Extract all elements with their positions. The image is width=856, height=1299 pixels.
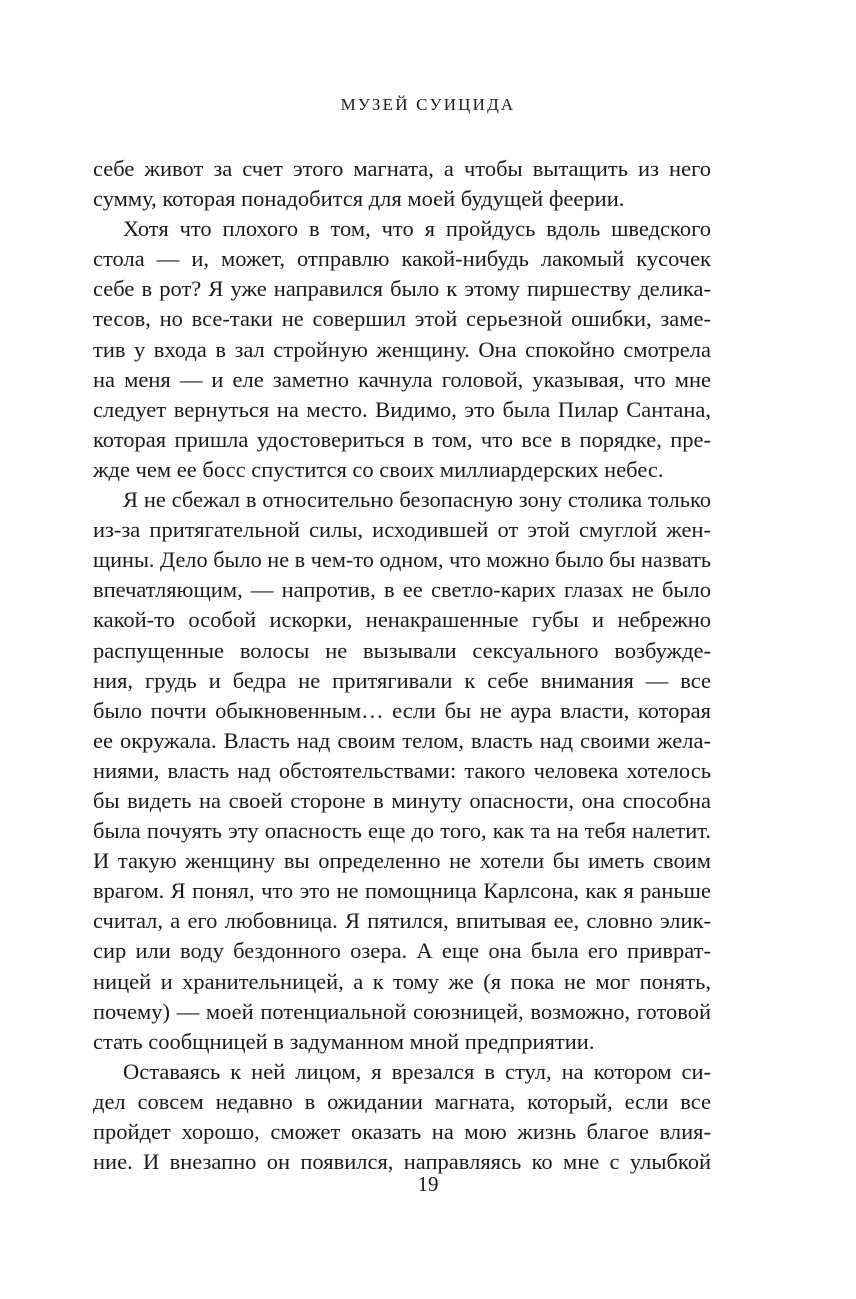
- text-line: Я не сбежал в относительно безопасную зону столика только: [123, 487, 711, 513]
- text-line: была почуять эту опасность еще до того, как та на тебя налетит.: [93, 818, 711, 844]
- text-line: И такую женщину вы определенно не хотели бы иметь своим: [93, 848, 711, 874]
- body-text: [93, 154, 711, 1177]
- text-line: ницей и хранительницей, а к тому же (я пока не мог понять,: [93, 968, 711, 994]
- text-line: сир или воду бездонного озера. А еще она была его приврат-: [93, 938, 711, 964]
- text-line: ее окружала. Власть над своим телом, власть над своими жела-: [93, 727, 711, 753]
- text-line: впечатляющим, — напротив, в ее светло-карих глазах не было: [93, 577, 711, 603]
- text-line: дел совсем недавно в ожидании магната, который, если все: [93, 1088, 711, 1114]
- text-line: следует вернуться на место. Видимо, это была Пилар Сантана,: [93, 396, 711, 422]
- text-line: врагом. Я понял, что это не помощница Карлсона, как я раньше: [93, 878, 711, 904]
- text-line: Оставаясь к ней лицом, я врезался в стул, на котором си-: [123, 1058, 711, 1084]
- text-line: ния, грудь и бедра не притягивали к себе внимания — все: [93, 667, 711, 693]
- running-title: МУЗЕЙ СУИЦИДА: [340, 95, 516, 114]
- text-line: распущенные волосы не вызывали сексуального возбужде-: [93, 637, 711, 663]
- text-line: себе живот за счет этого магната, а чтобы вытащить из него: [93, 156, 711, 181]
- text-line: щины. Дело было не в чем-то одном, что можно было бы назвать: [93, 547, 711, 573]
- text-line: пройдет хорошо, сможет оказать на мою жизнь благое влия-: [93, 1119, 711, 1144]
- text-line: какой-то особой искорки, ненакрашенные губы и небрежно: [93, 607, 711, 633]
- page-number: 19: [417, 1172, 439, 1196]
- text-line: сумму, которая понадобится для моей будущей феерии.: [93, 186, 625, 212]
- text-line: себе в рот? Я уже направился было к этому пиршеству делика-: [93, 276, 711, 302]
- text-line: было почти обыкновенным… если бы не аура власти, которая: [93, 697, 711, 723]
- text-line: тесов, но все-таки не совершил этой серьезной ошибки, заме-: [93, 306, 711, 332]
- text-line: которая пришла удостовериться в том, что все в порядке, пре-: [93, 426, 711, 452]
- text-line: жде чем ее босс спустится со своих миллиардерских небес.: [93, 456, 664, 482]
- text-line: почему) — моей потенциальной союзницей, возможно, готовой: [93, 998, 711, 1024]
- text-line: ниями, власть над обстоятельствами: такого человека хотелось: [93, 757, 711, 783]
- text-line: на меня — и еле заметно качнула головой, указывая, что мне: [93, 366, 711, 392]
- text-line: стать сообщницей в задуманном мной предприятии.: [93, 1028, 595, 1054]
- text-line: ние. И внезапно он появился, направляясь ко мне с улыбкой: [93, 1149, 711, 1175]
- text-line: тив у входа в зал стройную женщину. Она спокойно смотрела: [93, 336, 711, 362]
- text-line: бы видеть на своей стороне в минуту опасности, она способна: [93, 787, 711, 813]
- text-line: из-за притягательной силы, исходившей от этой смуглой жен-: [93, 517, 711, 543]
- text-line: стола — и, может, отправлю какой-нибудь лакомый кусочек: [93, 246, 711, 272]
- text-line: считал, а его любовница. Я пятился, впитывая ее, словно элик-: [93, 908, 711, 934]
- text-line: Хотя что плохого в том, что я пройдусь вдоль шведского: [123, 216, 711, 242]
